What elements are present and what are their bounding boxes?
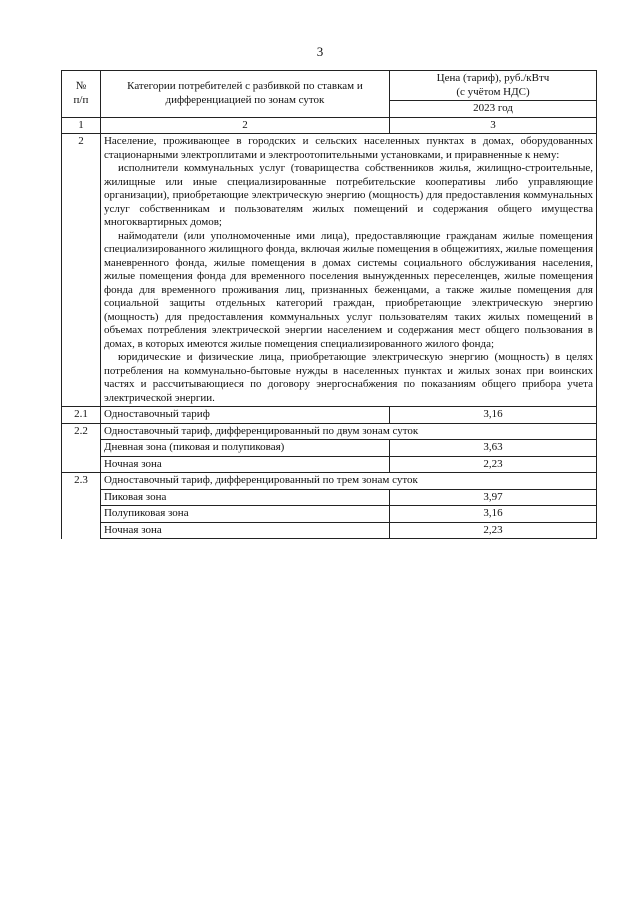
table-row — [62, 456, 597, 473]
zone-name: Дневная зона (пиковая и полупиковая) — [100, 440, 389, 457]
row-number: 2.1 — [62, 407, 101, 424]
group-paragraph: исполнители коммунальных услуг (товарищества собственников жилья, жилищно-строительные, жилищные или иные специализированные потребительские кооперативы либо управляющие организации), приобретающие электрическую энергию (мощность) для предоставления коммунальных услуг собственникам и пользователям жилых помещений и содержания общего имущества многоквартирных домов; — [103, 162, 593, 228]
tariff-table — [61, 70, 597, 539]
table-row — [62, 134, 597, 407]
zone-name: Ночная зона — [100, 456, 389, 473]
row-number: 2 — [62, 134, 101, 407]
group-paragraph: юридические и физические лица, приобретающие электрическую энергию (мощность) в целях потребления на коммунально-бытовые нужды в населенных пунктах и жилых зонах при воинских частях и рассчитывающиеся по договору энергоснабжения по показаниям общего прибора учета электрической энергии. — [103, 351, 593, 404]
header-price: Цена (тариф), руб./кВтч (с учётом НДС) — [389, 71, 596, 101]
zone-name: Ночная зона — [100, 522, 389, 539]
zone-price: 3,97 — [389, 489, 596, 506]
table-row — [62, 407, 597, 424]
row-label: Одноставочный тариф — [100, 407, 389, 424]
group-description — [100, 134, 596, 407]
zone-price: 2,23 — [389, 456, 596, 473]
column-numbers-row — [62, 117, 597, 134]
table-row — [62, 489, 597, 506]
header-category: Категории потребителей с разбивкой по ставкам и дифференциацией по зонам суток — [100, 71, 389, 118]
row-price: 3,16 — [389, 407, 596, 424]
group-intro: Население, проживающее в городских и сельских населенных пунктах в домах, оборудованных стационарными электроплитами и электроотопительными установками, и приравненные к нему: — [103, 135, 593, 161]
zone-price: 3,63 — [389, 440, 596, 457]
page-number: 3 — [316, 44, 324, 59]
column-number-3: 3 — [389, 117, 596, 134]
table-row — [62, 473, 597, 490]
group-paragraph: наймодатели (или уполномоченные ими лица), предоставляющие гражданам жилые помещения специализированного жилищного фонда, включая жилые помещения в общежитиях, жилые помещения маневренного фонда, жилые помещения в домах системы социального обслуживания населения, жилые помещения фонда для временного поселения вынужденных переселенцев, жилые помещения фонда для временного проживания лиц, признанных беженцами, а также жилые помещения для социальной защиты отдельных категорий граждан, приобретающие электрическую энергию (мощность) для предоставления коммунальных услуг пользователям таких жилых помещений в объемах потребления электрической энергии населением и содержания мест общего пользования в домах, в которых имеются жилые помещения специализированного жилого фонда; — [103, 229, 593, 350]
table-row — [62, 506, 597, 523]
header-year: 2023 год — [389, 101, 596, 118]
zone-name: Полупиковая зона — [100, 506, 389, 523]
header-number: № п/п — [62, 71, 101, 118]
row-label: Одноставочный тариф, дифференцированный по трем зонам суток — [100, 473, 596, 490]
row-number: 2.3 — [62, 473, 101, 539]
row-label: Одноставочный тариф, дифференцированный по двум зонам суток — [100, 423, 596, 440]
table-row — [62, 423, 597, 440]
zone-name: Пиковая зона — [100, 489, 389, 506]
row-number: 2.2 — [62, 423, 101, 473]
column-number-2: 2 — [100, 117, 389, 134]
table-row — [62, 522, 597, 539]
column-number-1: 1 — [62, 117, 101, 134]
table-header-row — [62, 71, 597, 101]
table-row — [62, 440, 597, 457]
zone-price: 2,23 — [389, 522, 596, 539]
zone-price: 3,16 — [389, 506, 596, 523]
